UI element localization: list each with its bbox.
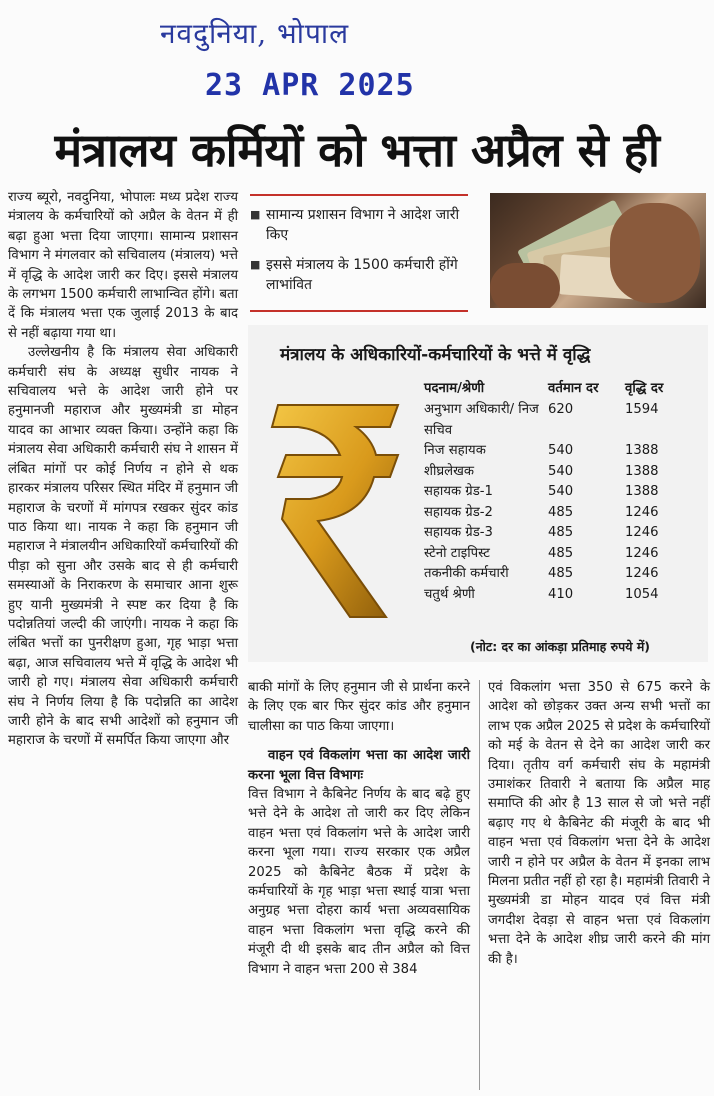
table-cell: चतुर्थ श्रेणी [424,586,475,602]
table-cell: तकनीकी कर्मचारी [424,566,509,581]
highlight-item: ■ सामान्य प्रशासन विभाग ने आदेश जारी किए [250,205,470,245]
photo [490,193,706,308]
allowance-table [424,378,685,605]
column-header: पदनाम/श्रेणी [424,381,485,396]
stamp-date: 23 APR 2025 [205,68,415,103]
article-column-2 [248,678,470,979]
paragraph: एवं विकलांग भत्ता 350 से 675 करने के आदेश को छोड़कर उक्त अन्य सभी भत्तों का लाभ एक अप्रैल 2025 से प्रदेश के कर्मचारियों को मई के वेतन से देने का आदेश जारी कर दिया। तृतीय वर्ग कर्मचारी संघ के महामंत्री उमाशंकर तिवारी ने बताया कि अप्रैल माह समाप्ति की ओर है 13 साल से जो भत्ते नहीं बढ़ाए गए थे कैबिनेट की मंजूरी के बाद भी वाहन भत्ता एवं विकलांग भत्ता देने के आदेश जारी न होने पर अप्रैल के वेतन में इनका लाभ मिलना प्रतीत नहीं हो रहा है। महामंत्री तिवारी ने मुख्यमंत्री डा मोहन यादव एवं वित्त मंत्री जगदीश देवड़ा से वाहन भत्ता एवं विकलांग भत्ता देने के आदेश शीघ्र जारी करने की मांग की है। [488,680,710,967]
table-cell: 1594 [625,402,659,417]
table-header-row [424,378,685,400]
table-row [424,564,685,585]
table-cell: 1388 [625,484,659,499]
table-row [424,503,685,524]
highlight-rule-top [250,194,468,196]
table-cell: 485 [548,545,574,561]
table-cell: निज सहायक [424,443,486,458]
table-cell: 1388 [625,463,659,479]
column-header: वर्तमान दर [548,381,599,396]
hand-shape [490,263,560,308]
paragraph: वित्त विभाग ने कैबिनेट निर्णय के बाद बढ़े हुए भत्ते देने के आदेश तो जारी कर दिए लेकिन वाहन भत्ता एवं विकलांग भत्ते के आदेश जारी करना भूला गया। राज्य सरकार एक अप्रैल 2025 को कैबिनेट बैठक में प्रदेश के कर्मचारियों के गृह भाड़ा भत्ता स्थाई यात्रा भत्ता अनुग्रह भत्ता दोहरा कार्य भत्ता अव्यवसायिक वाहन भत्ता विकलांग भत्ता वृद्धि करने की मंजूरी दी थी इसके बाद तीन अप्रैल को वित्त विभाग ने वाहन भत्ता 200 से 384 [248,787,470,977]
table-cell: 1054 [625,586,659,602]
headline: मंत्रालय कर्मियों को भत्ता अप्रैल से ही [54,123,660,177]
rupee-icon [268,395,408,630]
table-cell: 1388 [625,443,659,458]
table-cell: 485 [548,504,574,520]
highlights-list [250,205,470,305]
table-note: (नोट: दर का आंकड़ा प्रतिमाह रुपये में) [470,639,651,654]
article-column-3 [488,678,710,969]
table-cell: सहायक ग्रेड-3 [424,525,493,540]
paragraph: राज्य ब्यूरो, नवदुनिया, भोपालः मध्य प्रदेश राज्य मंत्रालय के कर्मचारियों को अप्रैल के वेतन में ही बढ़ा हुआ भत्ता दिया जाएगा। सामान्य प्रशासन विभाग ने मंगलवार को सचिवालय (मंत्रालय) भत्ते में वृद्धि के आदेश जारी कर दिए। इससे मंत्रालय के लगभग 1500 कर्मचारी लाभान्वित होंगे। बता दें कि मंत्रालय भत्ता एक जुलाई 2013 के बाद से नहीं बढ़ाया गया था। [8,190,238,341]
column-divider [479,680,480,1090]
table-title: मंत्रालय के अधिकारियों-कर्मचारियों के भत्ते में वृद्धि [280,345,591,365]
highlight-item: ■ इससे मंत्रालय के 1500 कर्मचारी होंगे लाभांवित [250,255,470,295]
table-row [424,482,685,503]
table-row [424,544,685,565]
table-cell: सहायक ग्रेड-1 [424,484,493,499]
table-cell: 1246 [625,525,659,540]
table-cell: स्टेनो टाइपिस्ट [424,545,490,561]
hand-shape [610,203,700,303]
table-row [424,523,685,544]
article-column-1 [8,188,238,751]
table-row [424,585,685,606]
table-cell: 1246 [625,545,659,561]
table-cell: 485 [548,566,574,581]
table-cell: 1246 [625,504,659,520]
table-cell: 1246 [625,566,659,581]
paragraph: बाकी मांगों के लिए हनुमान जी से प्रार्थना करने के लिए एक बार फिर सुंदर कांड और हनुमान चालीसा का पाठ किया जाएगा। [248,680,470,734]
table-row [424,441,685,462]
table-cell: 540 [548,484,574,499]
table-cell: शीघ्रलेखक [424,463,475,479]
highlight-rule-bottom [250,310,468,312]
subheading: वाहन एवं विकलांग भत्ता का आदेश जारी करना भूला वित्त विभागः [248,748,470,783]
table-cell: सहायक ग्रेड-2 [424,504,493,520]
newspaper-name: नवदुनिया, भोपाल [160,17,350,50]
table-cell: 540 [548,443,574,458]
table-cell: 485 [548,525,574,540]
column-header: वृद्धि दर [625,381,664,396]
table-cell: 410 [548,586,574,602]
paragraph: उल्लेखनीय है कि मंत्रालय सेवा अधिकारी कर्मचारी संघ के अध्यक्ष सुधीर नायक ने सचिवालय भत्ते के आदेश जारी होने पर हनुमानजी महाराज और मुख्यमंत्री डा मोहन यादव का आभार व्यक्त किया। उन्होंने कहा कि मंत्रालय सेवा अधिकारी कर्मचारी संघ ने शासन में लंबित मांगों पर कोई निर्णय न होने से थक हारकर मंत्रालय परिसर स्थित मंदिर में हनुमान जी महाराज के चरणों में मांगपत्र रखकर सुंदर कांड पाठ किया था। नायक ने कहा कि हनुमान जी महाराज ने मंत्रालयीन अधिकारियों कर्मचारियों की पीड़ा को सुना और उसके बाद से ही कर्मचारी समस्याओं के निराकरण के समाचार आना शुरू हुए यानी मुख्यमंत्री ने स्पष्ट कर दिया है कि पदोन्नतियां जल्दी की जाएंगी। नायक ने कहा कि लंबित भत्तों का पुनरीक्षण हुआ, गृह भाड़ा भत्ता बढ़ा, आज सचिवालय भत्ते में वृद्धि के आदेश भी जारी हो गए। मंत्रालय सेवा अधिकारी कर्मचारी संघ ने निर्णय लिया है कि पदोन्नति का आदेश जारी होने के बाद सभी आदेशों को हनुमान जी महाराज के चरणों में समर्पित किया जाएगा और [8,345,238,749]
table-cell: 620 [548,402,574,417]
table-cell: अनुभाग अधिकारी/ निज सचिव [424,402,539,438]
table-cell: 540 [548,463,574,479]
table-row [424,400,685,441]
table-row [424,462,685,483]
